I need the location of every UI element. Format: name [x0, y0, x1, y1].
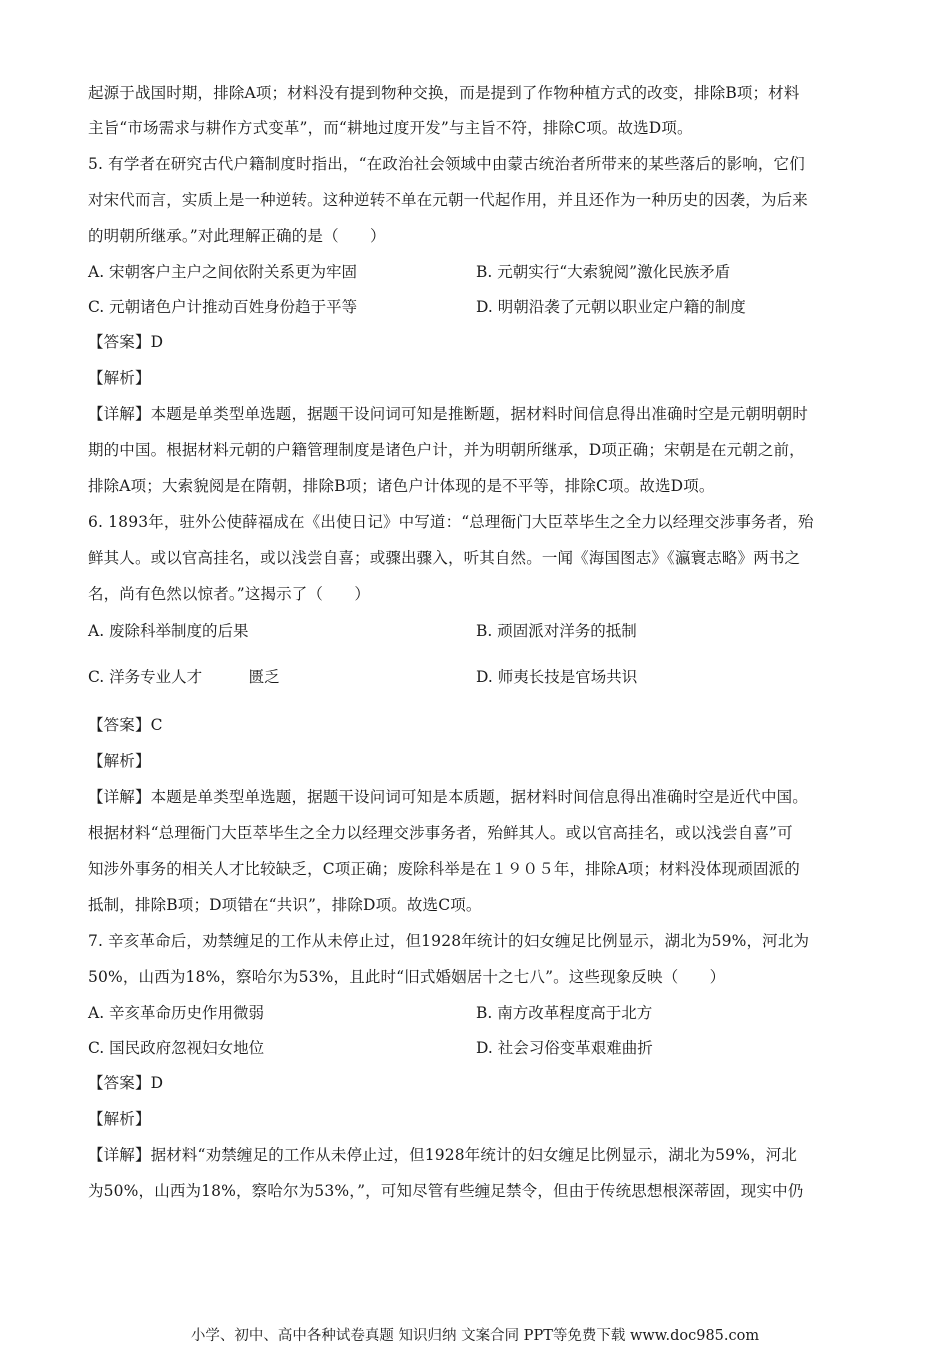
q7-option-a: A. 辛亥革命历史作用微弱	[88, 1004, 265, 1022]
page-footer: 小学、初中、高中各种试卷真题 知识归纳 文案合同 PPT等免费下载 www.doc985.com	[190, 1328, 760, 1344]
q7-analysis-label: 【解析】	[88, 1110, 151, 1128]
q5-detail-line-2: 期的中国。根据材料元朝的户籍管理制度是诸色户计，并为明朝所继承，D项正确；宋朝是在元朝之前，	[88, 441, 805, 459]
q6-stem-line-3: 名，尚有色然以惊者。”这揭示了（ ）	[88, 585, 371, 603]
q6-option-c: C. 洋务专业人才 匮乏	[88, 668, 280, 686]
q5-answer: 【答案】D	[88, 333, 164, 351]
q7-option-c: C. 国民政府忽视妇女地位	[88, 1039, 265, 1057]
q6-option-b: B. 顽固派对洋务的抵制	[476, 622, 637, 640]
q5-analysis-label: 【解析】	[88, 369, 151, 387]
q7-option-b: B. 南方改革程度高于北方	[476, 1004, 653, 1022]
q5-option-c: C. 元朝诸色户计推动百姓身份趋于平等	[88, 298, 358, 316]
q7-answer: 【答案】D	[88, 1074, 164, 1092]
q5-stem-line-1: 5. 有学者在研究古代户籍制度时指出，“在政治社会领域中由蒙古统治者所带来的某些落后的影响，它们	[88, 155, 805, 173]
q5-detail-line-3: 排除A项；大索貌阅是在隋朝，排除B项；诸色户计体现的是不平等，排除C项。故选D项。	[88, 477, 715, 495]
q6-detail-line-1: 【详解】本题是单类型单选题，据题干设问词可知是本质题，据材料时间信息得出准确时空是近代中国。	[88, 788, 808, 806]
q7-stem-line-2: 50%，山西为18%，察哈尔为53%，且此时“旧式婚姻居十之七八”。这些现象反映（ ）	[88, 968, 726, 986]
q6-detail-line-4: 抵制，排除B项；D项错在“共识”，排除D项。故选C项。	[88, 896, 482, 914]
q7-option-d: D. 社会习俗变革艰难曲折	[476, 1039, 653, 1057]
q7-detail-line-2: 为50%，山西为18%，察哈尔为53%，”，可知尽管有些缠足禁令，但由于传统思想根深蒂固，现实中仍	[88, 1182, 804, 1200]
q5-detail-line-1: 【详解】本题是单类型单选题，据题干设问词可知是推断题，据材料时间信息得出准确时空是元朝明朝时	[88, 405, 808, 423]
q6-option-a: A. 废除科举制度的后果	[88, 622, 249, 640]
q6-option-d: D. 师夷长技是官场共识	[476, 668, 638, 686]
q7-stem-line-1: 7. 辛亥革命后，劝禁缠足的工作从未停止过，但1928年统计的妇女缠足比例显示，湖北为59%，河北为	[88, 932, 810, 950]
q6-stem-line-1: 6. 1893年，驻外公使薛福成在《出使日记》中写道：“总理衙门大臣萃毕生之全力以经理交涉事务者，殆	[88, 513, 814, 531]
q6-analysis-label: 【解析】	[88, 752, 151, 770]
q5-option-b: B. 元朝实行“大索貌阅”激化民族矛盾	[476, 263, 731, 281]
q6-detail-line-3: 知涉外事务的相关人才比较缺乏，C项正确；废除科举是在１９０５年，排除A项；材料没体现顽固派的	[88, 860, 800, 878]
q6-detail-line-2: 根据材料“总理衙门大臣萃毕生之全力以经理交涉事务者，殆鲜其人。或以官高挂名，或以浅尝自喜”可	[88, 824, 793, 842]
q5-option-a: A. 宋朝客户主户之间依附关系更为牢固	[88, 263, 358, 281]
q7-detail-line-1: 【详解】据材料“劝禁缠足的工作从未停止过，但1928年统计的妇女缠足比例显示，湖北为59%，河北	[88, 1146, 798, 1164]
q6-stem-line-2: 鲜其人。或以官高挂名，或以浅尝自喜；或骤出骤入，听其自然。一闻《海国图志》《瀛寰志略》两书之	[88, 549, 801, 567]
q5-stem-line-3: 的明朝所继承。”对此理解正确的是（ ）	[88, 227, 386, 245]
intro-line-2: 主旨“市场需求与耕作方式变革”，而“耕地过度开发”与主旨不符，排除C项。故选D项。	[88, 119, 693, 137]
q5-stem-line-2: 对宋代而言，实质上是一种逆转。这种逆转不单在元朝一代起作用，并且还作为一种历史的因袭，为后来	[88, 191, 808, 209]
q5-option-d: D. 明朝沿袭了元朝以职业定户籍的制度	[476, 298, 746, 316]
q6-answer: 【答案】C	[88, 716, 163, 734]
intro-line-1: 起源于战国时期，排除A项；材料没有提到物种交换，而是提到了作物种植方式的改变，排除B项；材料	[88, 84, 800, 102]
